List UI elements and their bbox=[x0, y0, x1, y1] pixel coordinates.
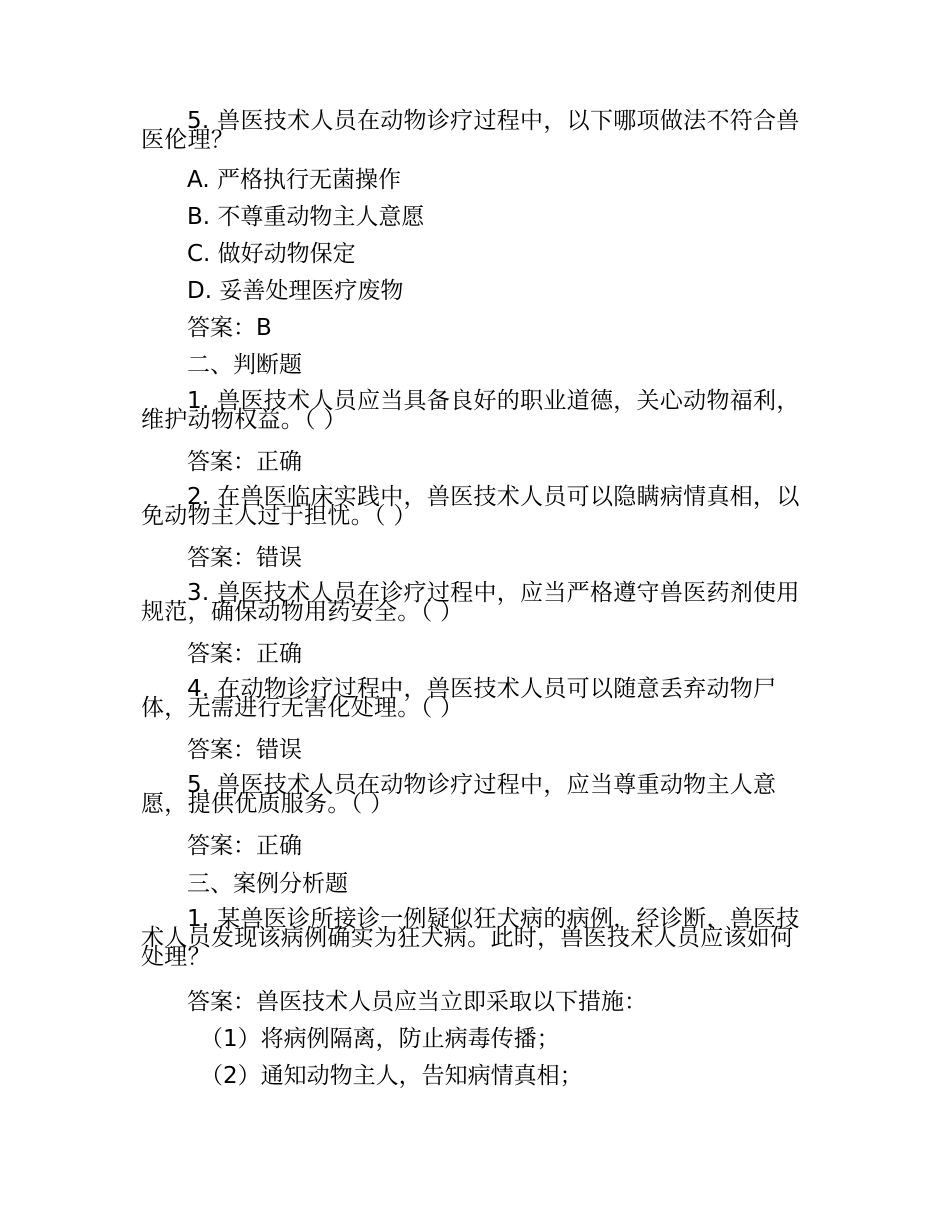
choice-question-stem: 5. 兽医技术人员在动物诊疗过程中，以下哪项做法不符合兽医伦理？ bbox=[141, 108, 800, 153]
option-b: B. 不尊重动物主人意愿 bbox=[187, 204, 425, 230]
case-answer-intro: 答案：兽医技术人员应当立即采取以下措施： bbox=[187, 989, 647, 1015]
judgment-answer-5: 答案：正确 bbox=[187, 833, 302, 859]
judgment-question-5: 5. 兽医技术人员在动物诊疗过程中，应当尊重动物主人意愿，提供优质服务。（ ） bbox=[141, 772, 777, 817]
option-a: A. 严格执行无菌操作 bbox=[187, 167, 401, 193]
judgment-question-2: 2. 在兽医临床实践中，兽医技术人员可以隐瞒病情真相，以免动物主人过于担忧。（ ） bbox=[141, 484, 800, 529]
choice-answer: 答案：B bbox=[187, 315, 272, 341]
judgment-question-4: 4. 在动物诊疗过程中，兽医技术人员可以随意丢弃动物尸体，无需进行无害化处理。（ ） bbox=[141, 676, 777, 721]
judgment-answer-4: 答案：错误 bbox=[187, 737, 302, 763]
judgment-section-heading: 二、判断题 bbox=[187, 352, 302, 378]
option-d: D. 妥善处理医疗废物 bbox=[187, 278, 404, 304]
case-question-1: 1. 某兽医诊所接诊一例疑似狂犬病的病例，经诊断，兽医技术人员发现该病例确实为狂犬病。此时，兽医技术人员应该如何处理？ bbox=[141, 906, 800, 970]
judgment-question-1: 1. 兽医技术人员应当具备良好的职业道德，关心动物福利，维护动物权益。（ ） bbox=[141, 388, 800, 433]
judgment-answer-1: 答案：正确 bbox=[187, 449, 302, 475]
case-section-heading: 三、案例分析题 bbox=[187, 871, 348, 897]
case-answer-step-1: （1）将病例隔离，防止病毒传播； bbox=[200, 1026, 560, 1052]
case-answer-step-2: （2）通知动物主人，告知病情真相； bbox=[200, 1063, 583, 1089]
judgment-question-3: 3. 兽医技术人员在诊疗过程中，应当严格遵守兽医药剂使用规范，确保动物用药安全。（ ） bbox=[141, 580, 800, 625]
option-c: C. 做好动物保定 bbox=[187, 241, 356, 267]
judgment-answer-2: 答案：错误 bbox=[187, 545, 302, 571]
judgment-answer-3: 答案：正确 bbox=[187, 641, 302, 667]
